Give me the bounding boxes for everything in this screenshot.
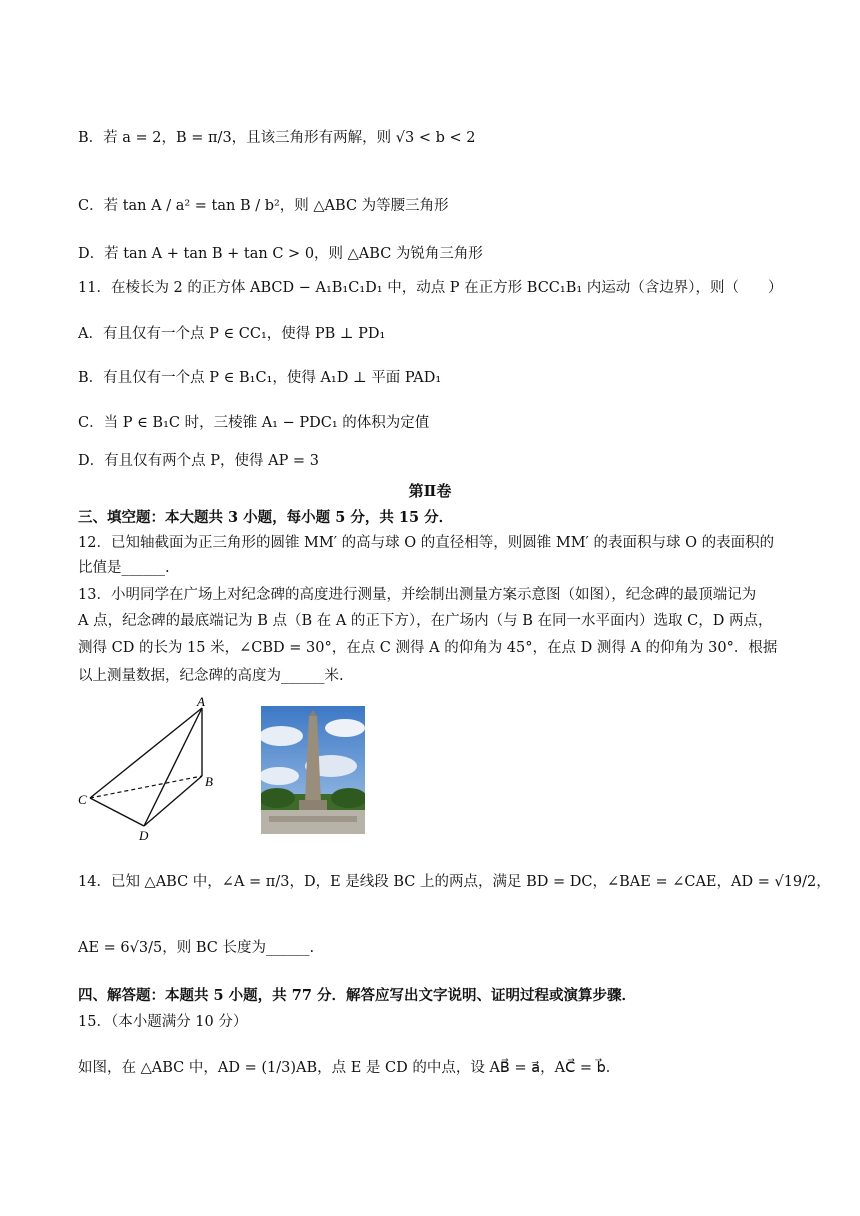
text-line-q15a: 15．（本小题满分 10 分） — [78, 1014, 248, 1030]
text-line-q12b: 比值是______. — [78, 560, 170, 576]
monument-photo — [261, 706, 365, 834]
text-line-b: B．若 a = 2，B = π/3，且该三角形有两解，则 √3 < b < 2 — [78, 130, 476, 146]
part-title: 第Ⅱ卷 — [408, 482, 452, 500]
text-line-q11a: A．有且仅有一个点 P ∈ CC₁，使得 PB ⊥ PD₁ — [78, 326, 386, 342]
edge-ad — [144, 708, 202, 826]
text-line-q13b: A 点，纪念碑的最底端记为 B 点（B 在 A 的正下方），在广场内（与 B 在同一水平面内）选取 C，D 两点， — [78, 613, 773, 629]
text-line-s4: 四、解答题：本题共 5 小题，共 77 分．解答应写出文字说明、证明过程或演算步骤． — [78, 987, 636, 1004]
edge-ac — [90, 708, 202, 798]
text-line-q13d: 以上测量数据，纪念碑的高度为______米. — [78, 668, 344, 684]
edge-cb-dashed — [90, 776, 202, 798]
text-line-q11b: B．有且仅有一个点 P ∈ B₁C₁，使得 A₁D ⊥ 平面 PAD₁ — [78, 370, 442, 386]
text-line-q11c: C．当 P ∈ B₁C 时，三棱锥 A₁ − PDC₁ 的体积为定值 — [78, 415, 430, 431]
text-line-q14a: 14．已知 △ABC 中，∠A = π/3，D，E 是线段 BC 上的两点，满足 BD = DC，∠BAE = ∠CAE，AD = √19/2， — [78, 874, 831, 890]
label-a: A — [197, 694, 205, 709]
label-b: B — [205, 774, 213, 789]
text-line-q13a: 13．小明同学在广场上对纪念碑的高度进行测量，并绘制出测量方案示意图（如图），纪念碑的最顶端记为 — [78, 587, 757, 603]
label-d: D — [139, 828, 149, 843]
text-line-q13c: 测得 CD 的长为 15 米，∠CBD = 30°，在点 C 测得 A 的仰角为 45°，在点 D 测得 A 的仰角为 30°．根据 — [78, 640, 778, 656]
text-line-q15b: 如图，在 △ABC 中，AD = (1/3)AB，点 E 是 CD 的中点，设 AB⃗ = a⃗，AC⃗ = b⃗． — [78, 1060, 621, 1076]
text-line-q14b: AE = 6√3/5，则 BC 长度为______. — [78, 940, 315, 956]
pyramid-figure — [72, 694, 222, 844]
text-line-q12a: 12．已知轴截面为正三角形的圆锥 MM′ 的高与球 O 的直径相等，则圆锥 MM′ 的表面积与球 O 的表面积的 — [78, 535, 775, 551]
text-line-c: C．若 tan A / a² = tan B / b²，则 △ABC 为等腰三角形 — [78, 198, 449, 214]
text-line-q11d: D．有且仅有两个点 P，使得 AP = 3 — [78, 453, 319, 469]
label-c: C — [78, 792, 87, 807]
edge-bd — [144, 776, 202, 826]
text-line-d: D．若 tan A + tan B + tan C > 0，则 △ABC 为锐角三角形 — [78, 246, 483, 262]
edge-cd — [90, 798, 144, 826]
text-line-q11: 11．在棱长为 2 的正方体 ABCD − A₁B₁C₁D₁ 中，动点 P 在正方形 BCC₁B₁ 内运动（含边界），则（ ） — [78, 280, 783, 296]
text-line-s3: 三、填空题：本大题共 3 小题，每小题 5 分，共 15 分． — [78, 509, 454, 526]
